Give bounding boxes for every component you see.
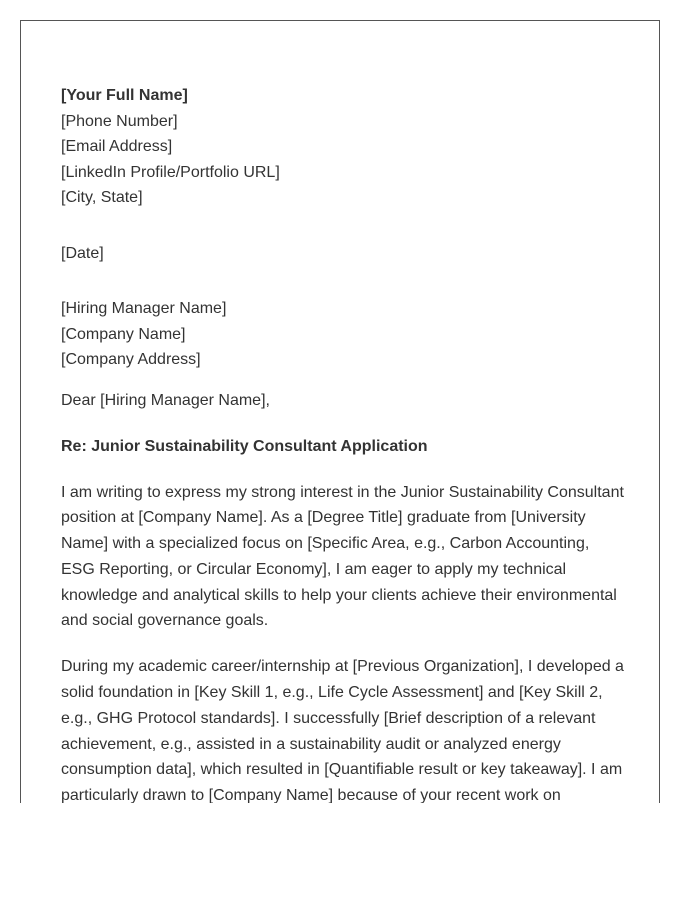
sender-location: [City, State] bbox=[61, 189, 143, 206]
recipient-company: [Company Name] bbox=[61, 325, 186, 343]
sender-phone: [Phone Number] bbox=[61, 112, 178, 130]
salutation: Dear [Hiring Manager Name], bbox=[61, 391, 270, 409]
body-paragraph-2: During my academic career/internship at [Previous Organization], I developed a solid foundation in [Key Skill 1, e.g., Life Cycle Assessment] and [Key Skill 2, e.g., GHG Protocol standards]. I successfully [Brief description of a relevant achievement, e.g., assisted in a sustainability audit or analyzed energy consumption data], which resulted in [Quantifiable result or key takeaway]. I am particularly drawn to [Company Name] because of your recent work on bbox=[61, 658, 624, 803]
body-paragraph-1: I am writing to express my strong interest in the Junior Sustainability Consultant position at [Company Name]. As a [Degree Title] graduate from [University Name] with a specialized focus on [Specific Area, e.g., Carbon Accounting, ESG Reporting, or Circular Economy], I am eager to apply my technical knowledge and analytical skills to help your clients achieve their environmental and social governance goals. bbox=[61, 483, 624, 630]
recipient-block bbox=[61, 296, 626, 373]
letter-page bbox=[20, 20, 660, 803]
letter-body bbox=[61, 83, 626, 803]
sender-block bbox=[61, 83, 626, 211]
sender-name: [Your Full Name] bbox=[61, 87, 188, 104]
recipient-address: [Company Address] bbox=[61, 351, 201, 368]
letter-date: [Date] bbox=[61, 244, 104, 262]
subject-line: Re: Junior Sustainability Consultant Application bbox=[61, 438, 428, 455]
recipient-manager: [Hiring Manager Name] bbox=[61, 300, 227, 317]
sender-linkedin: [LinkedIn Profile/Portfolio URL] bbox=[61, 163, 280, 181]
sender-email: [Email Address] bbox=[61, 138, 173, 155]
